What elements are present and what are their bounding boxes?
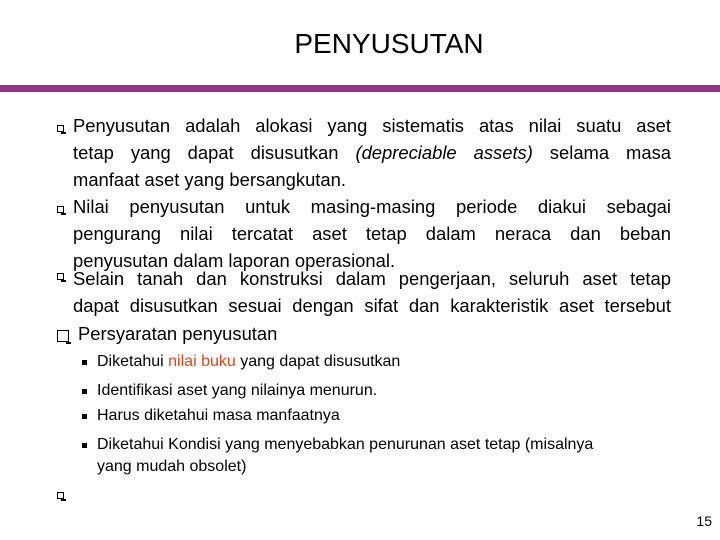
bullet-2-line-3: penyusutan dalam laporan operasional. [73,250,396,271]
bullet-1-line-1: Penyusutan adalah alokasi yang sistematis atas nilai suatu aset [73,115,671,136]
bullet-2 [73,193,671,274]
sub-bullet-icon [82,414,87,419]
bullet-3 [73,265,671,319]
requirement-2: Identifikasi aset yang nilainya menurun. [97,382,378,399]
title-divider [0,85,720,92]
requirements-title: Persyaratan penyusutan [78,323,278,344]
bullet-3-line-1: Selain tanah dan konstruksi dalam pengerjaan, seluruh aset tetap [73,268,671,289]
square-bullet-icon [57,206,64,213]
sub-bullet-icon [82,360,87,365]
sub-bullet-icon [82,443,87,448]
square-bullet-icon [57,330,69,342]
requirement-3: Harus diketahui masa manfaatnya [97,407,340,424]
square-bullet-icon [57,273,64,280]
square-bullet-icon [57,492,64,499]
bullet-1 [73,112,671,193]
bullet-2-line-2: pengurang nilai tercatat aset tetap dalam neraca dan beban [73,223,671,244]
requirement-1: Diketahui nilai buku yang dapat disusutkan [97,353,401,370]
bullet-1-line-2: tetap yang dapat disusutkan (depreciable assets) selama masa [73,142,671,163]
requirement-4: Diketahui Kondisi yang menyebabkan penurunan aset tetap (misalnya yang mudah obsolet) [97,436,594,475]
slide-title: PENYUSUTAN [294,28,484,59]
bullet-2-line-1: Nilai penyusutan untuk masing-masing periode diakui sebagai [73,196,671,217]
bullet-3-line-2: dapat disusutkan sesuai dengan sifat dan karakteristik aset tersebut [73,295,671,316]
bullet-1-line-3: manfaat aset yang bersangkutan. [73,169,346,190]
page-number: 15 [696,513,712,529]
sub-bullet-icon [82,389,87,394]
square-bullet-icon [57,125,64,132]
